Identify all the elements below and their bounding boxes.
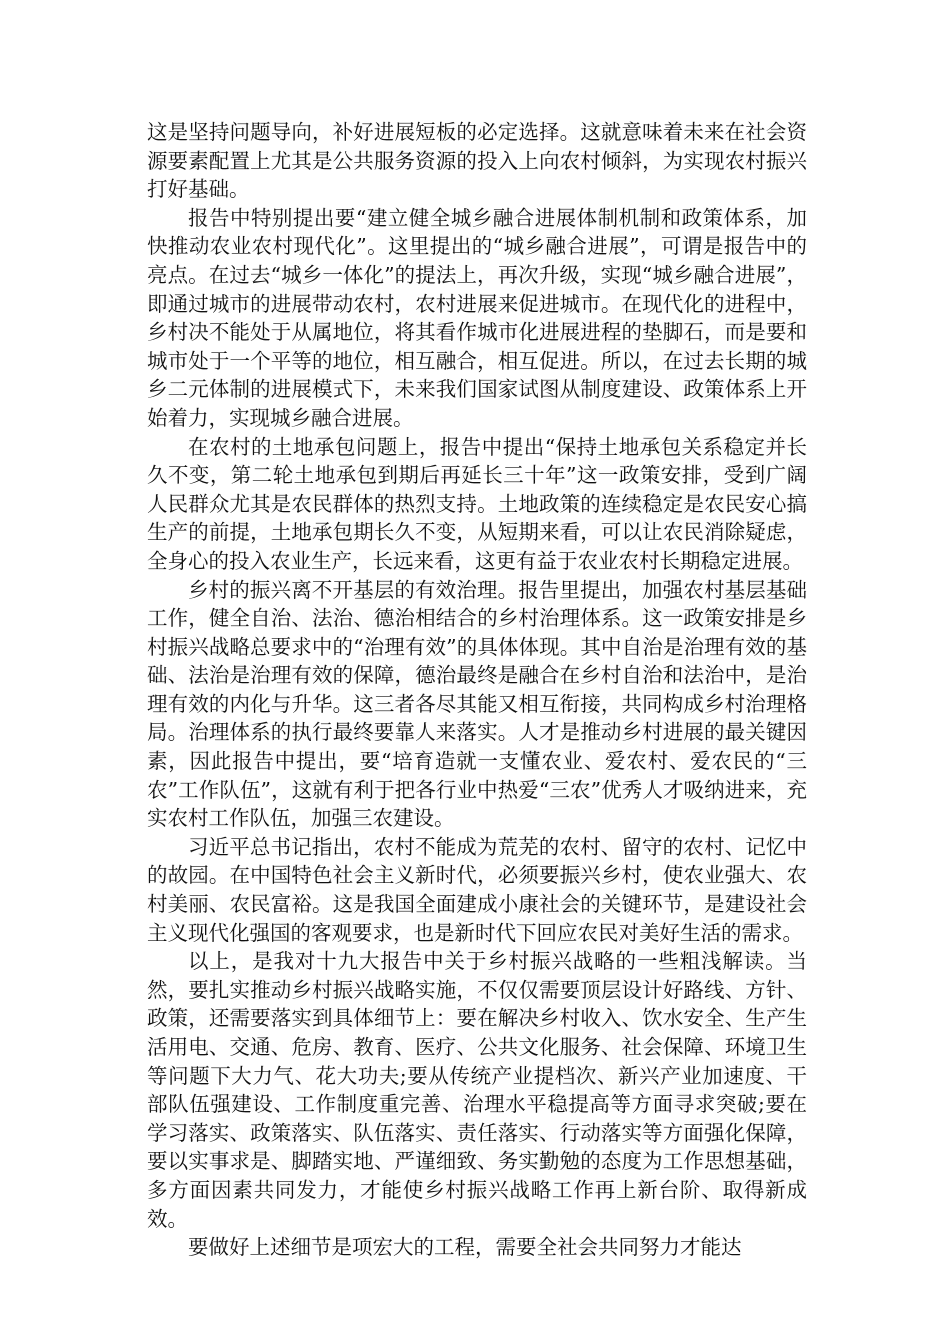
paragraph-continuation: 这是坚持问题导向，补好进展短板的必定选择。这就意味着未来在社会资源要素配置上尤其是公共服务资源的投入上向农村倾斜，为实现农村振兴打好基础。 <box>147 120 807 202</box>
paragraph-land-contract: 在农村的土地承包问题上，报告中提出“保持土地承包关系稳定并长久不变，第二轮土地承包到期后再延长三十年”这一政策安排，受到广阔人民群众尤其是农民群体的热烈支持。土地政策的连续稳定是农民安心搞生产的前提，土地承包期长久不变，从短期来看，可以让农民消除疑虑，全身心的投入农业生产，长远来看，这更有益于农业农村长期稳定进展。 <box>147 434 807 573</box>
paragraph-grassroots-governance: 乡村的振兴离不开基层的有效治理。报告里提出，加强农村基层基础工作，健全自治、法治、德治相结合的乡村治理体系。这一政策安排是乡村振兴战略总要求中的“治理有效”的具体体现。其中自治是治理有效的基础、法治是治理有效的保障，德治最终是融合在乡村自治和法治中，是治理有效的内化与升华。这三者各尽其能又相互衔接，共同构成乡村治理格局。治理体系的执行最终要靠人来落实。人才是推动乡村进展的最关键因素，因此报告中提出，要“培育造就一支懂农业、爱农村、爱农民的“三农”工作队伍”，这就有利于把各行业中热爱“三农”优秀人才吸纳进来，充实农村工作队伍，加强三农建设。 <box>147 577 807 831</box>
paragraph-summary: 以上，是我对十九大报告中关于乡村振兴战略的一些粗浅解读。当然，要扎实推动乡村振兴战略实施，不仅仅需要顶层设计好路线、方针、政策，还需要落实到具体细节上：要在解决乡村收入、饮水安全、生产生活用电、交通、危房、教育、医疗、公共文化服务、社会保障、环境卫生等问题下大力气、花大功夫;要从传统产业提档次、新兴产业加速度、干部队伍强建设、工作制度重完善、治理水平稳提高等方面寻求突破;要在学习落实、政策落实、队伍落实、责任落实、行动落实等方面强化保障，要以实事求是、脚踏实地、严谨细致、务实勤勉的态度为工作思想基础，多方面因素共同发力，才能使乡村振兴战略工作再上新台阶、取得新成效。 <box>147 949 807 1231</box>
document-body <box>147 118 807 1262</box>
paragraph-closing: 要做好上述细节是项宏大的工程，需要全社会共同努力才能达 <box>188 1235 742 1260</box>
paragraph-xi-quote: 习近平总书记指出，农村不能成为荒芜的农村、留守的农村、记忆中的故园。在中国特色社会主义新时代，必须要振兴乡村，使农业强大、农村美丽、农民富裕。这是我国全面建成小康社会的关键环节，是建设社会主义现代化强国的客观要求，也是新时代下回应农民对美好生活的需求。 <box>147 834 807 945</box>
paragraph-urban-rural-integration: 报告中特别提出要“建立健全城乡融合进展体制机制和政策体系，加快推动农业农村现代化”。这里提出的“城乡融合进展”，可谓是报告中的亮点。在过去“城乡一体化”的提法上，再次升级，实现“城乡融合进展”，即通过城市的进展带动农村，农村进展来促进城市。在现代化的进程中，乡村决不能处于从属地位，将其看作城市化进展进程的垫脚石，而是要和城市处于一个平等的地位，相互融合，相互促进。所以，在过去长期的城乡二元体制的进展模式下，未来我们国家试图从制度建设、政策体系上开始着力，实现城乡融合进展。 <box>147 205 807 430</box>
